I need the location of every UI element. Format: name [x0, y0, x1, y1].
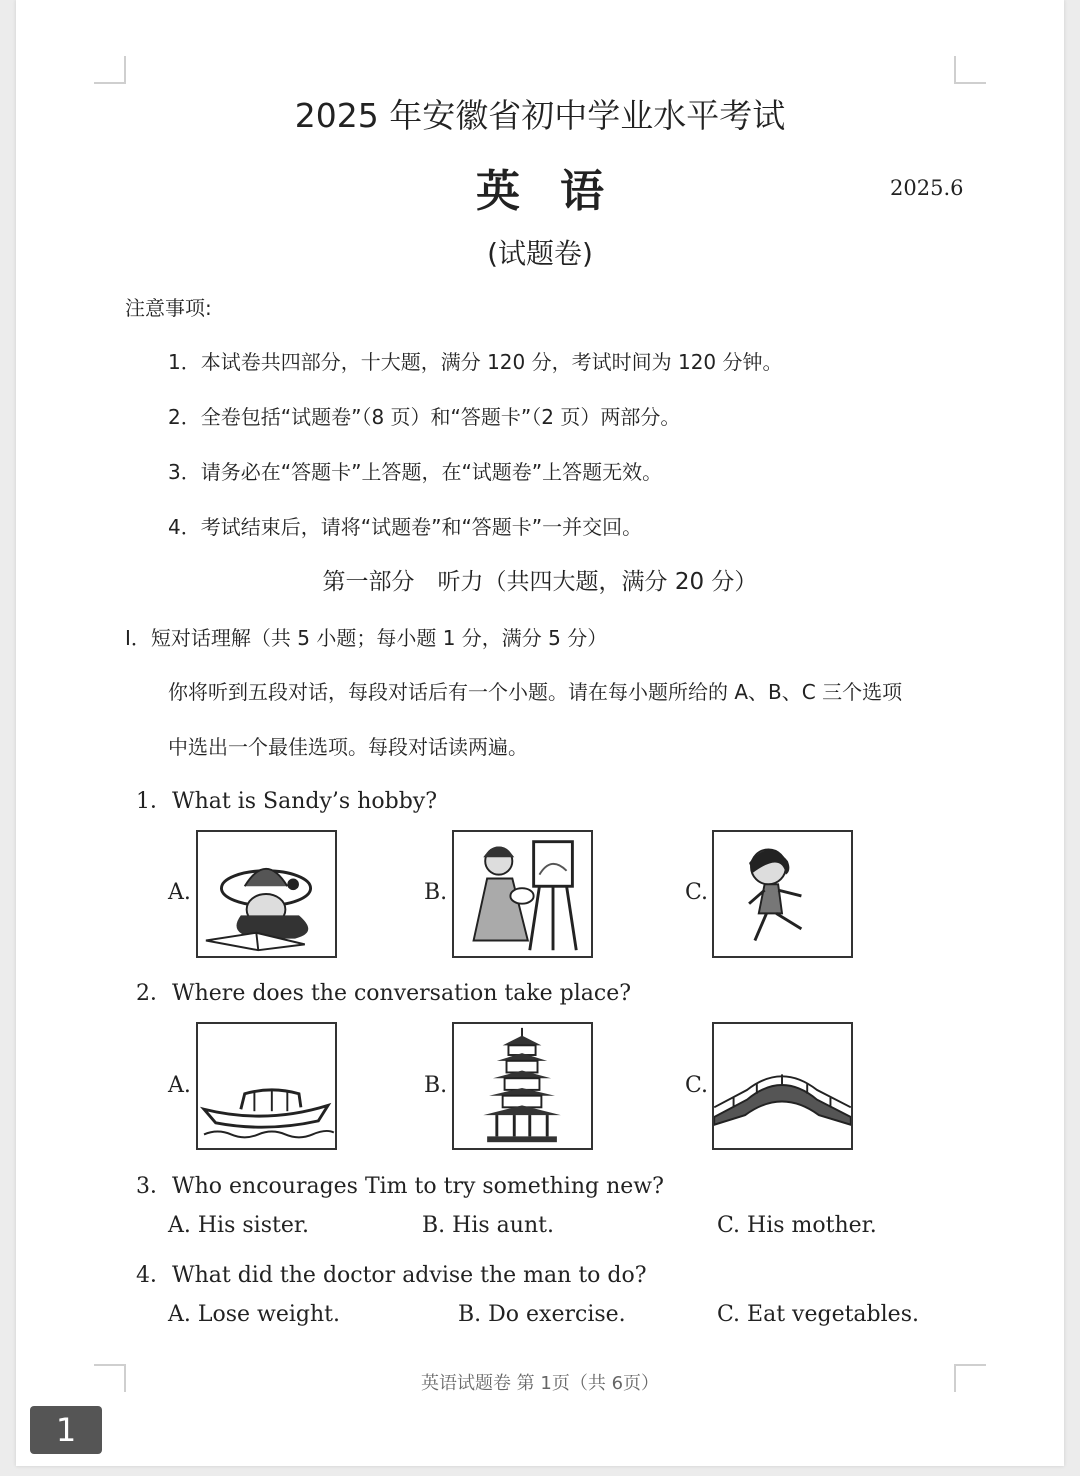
notice-item: 2．全卷包括“试题卷”（8 页）和“答题卡”（2 页）两部分。: [168, 405, 681, 429]
pagoda-picture: [452, 1022, 593, 1150]
exam-title: 2025 年安徽省初中学业水平考试: [294, 96, 786, 135]
option-label: C.: [685, 880, 709, 905]
girl-running-picture: [712, 830, 853, 958]
option-text: C. His mother.: [717, 1213, 877, 1238]
boat-picture: [196, 1022, 337, 1150]
section-intro: 你将听到五段对话，每段对话后有一个小题。请在每小题所给的 A、B、C 三个选项: [168, 680, 903, 704]
girl-reading-picture: [196, 830, 337, 958]
option-label: A.: [168, 880, 191, 905]
notice-item: 3．请务必在“答题卡”上答题，在“试题卷”上答题无效。: [168, 460, 663, 484]
question-4: 4．What did the doctor advise the man to do?: [136, 1263, 647, 1288]
option-text: A. Lose weight.: [168, 1302, 341, 1327]
girl-painting-picture: [452, 830, 593, 958]
section-intro: 中选出一个最佳选项。每段对话读两遍。: [168, 735, 528, 759]
question-1: 1．What is Sandy’s hobby?: [136, 789, 437, 814]
crop-mark-top-right: [954, 56, 986, 84]
option-label: A.: [168, 1073, 191, 1098]
option-text: A. His sister.: [168, 1213, 309, 1238]
arch-bridge-picture: [712, 1022, 853, 1150]
crop-mark-top-left: [94, 56, 126, 84]
page-footer: 英语试题卷 第 1页（共 6页）: [420, 1373, 660, 1394]
page-number-badge[interactable]: 1: [30, 1406, 102, 1454]
notice-item: 1．本试卷共四部分，十大题，满分 120 分，考试时间为 120 分钟。: [168, 350, 783, 374]
question-2: 2．Where does the conversation take place?: [136, 981, 632, 1006]
exam-date: 2025.6: [890, 176, 964, 200]
option-label: B.: [424, 1073, 448, 1098]
paper-type: (试题卷): [487, 237, 593, 270]
question-3: 3．Who encourages Tim to try something new?: [136, 1174, 664, 1199]
option-text: C. Eat vegetables.: [717, 1302, 919, 1327]
option-label: B.: [424, 880, 448, 905]
notice-title: 注意事项:: [125, 296, 212, 320]
notice-item: 4．考试结束后，请将“试题卷”和“答题卡”一并交回。: [168, 515, 643, 539]
part-title: 第一部分 听力（共四大题，满分 20 分）: [322, 569, 758, 595]
subject-title: 英语: [476, 166, 644, 217]
section-title: Ⅰ．短对话理解（共 5 小题；每小题 1 分，满分 5 分）: [125, 626, 608, 650]
option-text: B. Do exercise.: [458, 1302, 626, 1327]
option-text: B. His aunt.: [422, 1213, 554, 1238]
option-label: C.: [685, 1073, 709, 1098]
